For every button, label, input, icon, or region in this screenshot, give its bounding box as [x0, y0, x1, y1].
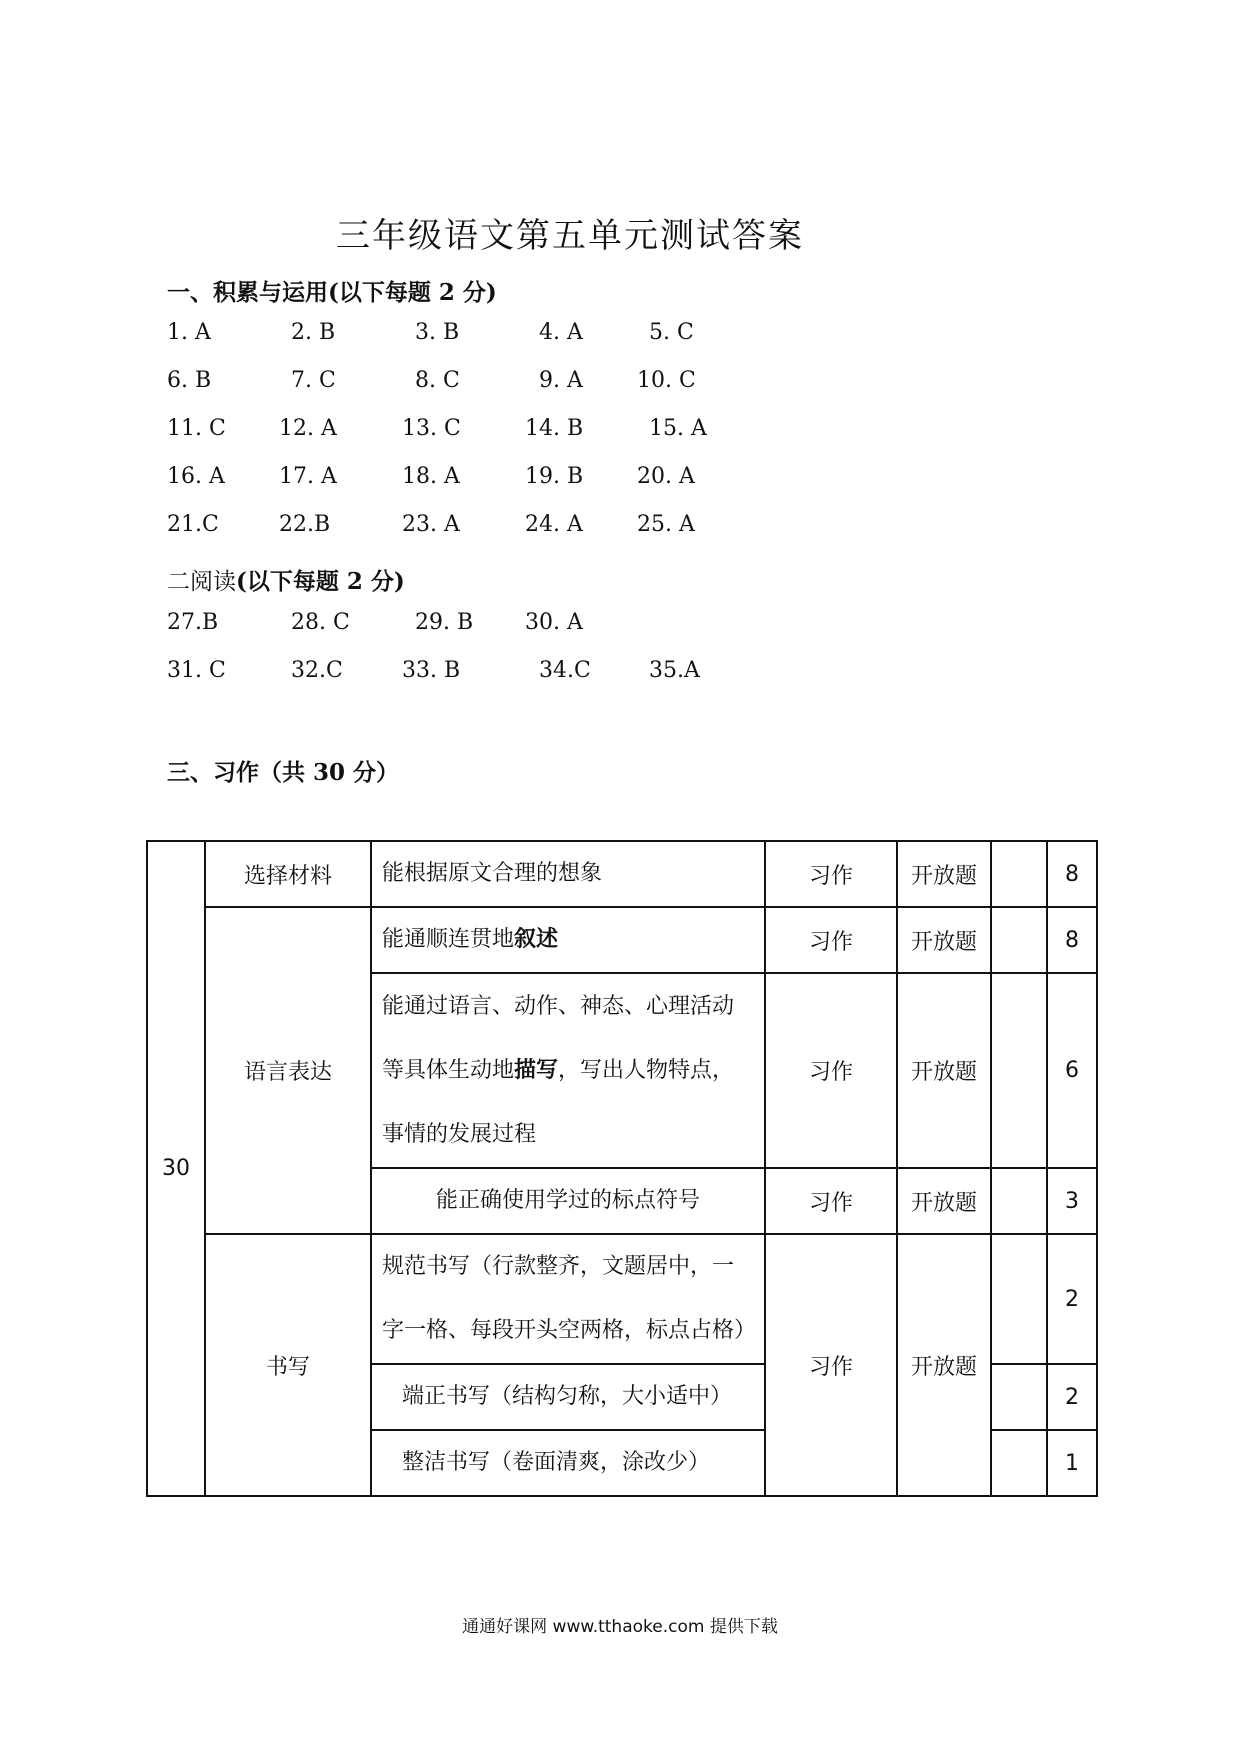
criterion-kind: 开放题: [897, 1168, 991, 1234]
criterion-desc: 能根据原文合理的想象: [371, 841, 765, 907]
criterion-score: 2: [1047, 1364, 1097, 1430]
answer-item: 6. B: [167, 368, 212, 393]
criterion-desc: 整洁书写（卷面清爽，涂改少）: [371, 1430, 765, 1496]
answer-item: 8. C: [415, 368, 460, 393]
answer-item: 19. B: [525, 464, 584, 489]
total-score: 30: [147, 841, 205, 1496]
criterion-desc: 规范书写（行款整齐，文题居中，一字一格、每段开头空两格，标点占格）: [371, 1234, 765, 1364]
answer-item: 12. A: [279, 416, 337, 441]
criterion-score: 2: [1047, 1234, 1097, 1364]
criterion-desc: 端正书写（结构匀称，大小适中）: [371, 1364, 765, 1430]
page-footer: 通通好课网 www.tthaoke.com 提供下载: [462, 1617, 778, 1637]
table-row: [147, 907, 1097, 973]
answer-item: 1. A: [167, 320, 211, 345]
answer-item: 23. A: [402, 512, 460, 537]
section-2-heading-note: (以下每题 2 分): [236, 568, 405, 595]
answer-item: 24. A: [525, 512, 583, 537]
criterion-extra: [991, 1364, 1047, 1430]
answer-item: 11. C: [167, 416, 226, 441]
answer-item: 15. A: [649, 416, 707, 441]
criterion-desc-emphasis: 描写: [514, 1057, 559, 1083]
section-1-heading: 一、积累与运用(以下每题 2 分): [167, 279, 497, 306]
criterion-score: 3: [1047, 1168, 1097, 1234]
answer-item: 18. A: [402, 464, 460, 489]
answer-item: 2. B: [291, 320, 336, 345]
category-material: 选择材料: [205, 841, 371, 907]
answer-item: 14. B: [525, 416, 584, 441]
criterion-extra: [991, 1168, 1047, 1234]
answer-item: 32.C: [291, 658, 343, 683]
criterion-desc-text: 能通过语言、动作、神态、心理活动等具体生动地: [382, 993, 735, 1083]
answer-item: 16. A: [167, 464, 225, 489]
criterion-type: 习作: [765, 1234, 897, 1496]
answer-item: 21.C: [167, 512, 219, 537]
answer-item: 34.C: [539, 658, 591, 683]
section-3-heading: 三、习作（共 30 分）: [167, 759, 400, 786]
answer-item: 20. A: [637, 464, 695, 489]
criterion-extra: [991, 1430, 1047, 1496]
page-title: 三年级语文第五单元测试答案: [336, 216, 804, 256]
section-2-heading-prefix: 二阅读: [167, 569, 236, 595]
criterion-extra: [991, 907, 1047, 973]
category-language: 语言表达: [205, 907, 371, 1234]
criterion-type: 习作: [765, 1168, 897, 1234]
criterion-score: 1: [1047, 1430, 1097, 1496]
answer-item: 9. A: [539, 368, 583, 393]
criterion-kind: 开放题: [897, 907, 991, 973]
answer-item: 3. B: [415, 320, 460, 345]
answer-item: 25. A: [637, 512, 695, 537]
answer-item: 29. B: [415, 610, 474, 635]
criterion-desc: 能正确使用学过的标点符号: [371, 1168, 765, 1234]
criterion-desc: [371, 907, 765, 973]
criterion-desc-text: ，写出人物特点，事情的发展过程: [382, 1057, 735, 1147]
section-2-heading: [167, 563, 405, 596]
answer-item: 31. C: [167, 658, 226, 683]
answer-item: 33. B: [402, 658, 461, 683]
criterion-score: 6: [1047, 973, 1097, 1168]
criterion-desc-text: 能通顺连贯地: [382, 927, 515, 952]
criterion-desc: [371, 973, 765, 1168]
answer-item: 30. A: [525, 610, 583, 635]
answer-item: 35.A: [649, 658, 700, 683]
table-row: [147, 1234, 1097, 1364]
criterion-extra: [991, 973, 1047, 1168]
criterion-kind: 开放题: [897, 973, 991, 1168]
answer-item: 5. C: [649, 320, 694, 345]
criterion-extra: [991, 841, 1047, 907]
answer-item: 13. C: [402, 416, 461, 441]
criterion-kind: 开放题: [897, 1234, 991, 1496]
answer-item: 7. C: [291, 368, 336, 393]
answer-item: 10. C: [637, 368, 696, 393]
criterion-type: 习作: [765, 907, 897, 973]
criterion-kind: 开放题: [897, 841, 991, 907]
table-row: [147, 841, 1097, 907]
rubric-table: [146, 840, 1098, 1497]
answer-item: 28. C: [291, 610, 350, 635]
criterion-type: 习作: [765, 973, 897, 1168]
answer-item: 27.B: [167, 610, 219, 635]
answer-item: 4. A: [539, 320, 583, 345]
criterion-score: 8: [1047, 841, 1097, 907]
criterion-desc-emphasis: 叙述: [514, 927, 559, 952]
category-writing: 书写: [205, 1234, 371, 1496]
criterion-score: 8: [1047, 907, 1097, 973]
criterion-extra: [991, 1234, 1047, 1364]
answer-item: 17. A: [279, 464, 337, 489]
answer-item: 22.B: [279, 512, 331, 537]
criterion-type: 习作: [765, 841, 897, 907]
